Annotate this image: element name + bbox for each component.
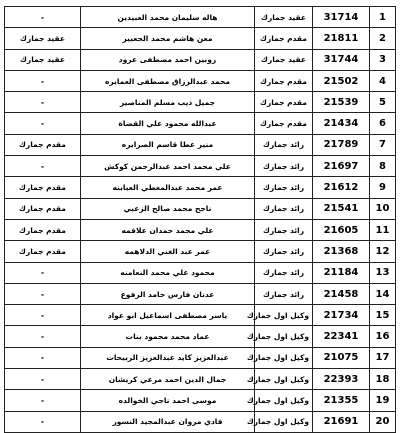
employee-name-cell: منير عطا قاسم الصرايره [81, 134, 255, 155]
row-number-cell: 19 [370, 390, 396, 411]
table-row [5, 347, 396, 368]
current-rank-cell: رائد جمارك [255, 262, 313, 283]
current-rank-cell: مقدم جمارك [255, 92, 313, 113]
table-row [5, 49, 396, 70]
employee-name-cell: علي محمد حمدان علاقمه [81, 219, 255, 240]
employee-id-cell: 21541 [313, 198, 370, 219]
employee-name-cell: عبدالله محمود علي القضاة [81, 113, 255, 134]
table-row [5, 7, 396, 28]
employee-id-cell: 21434 [313, 113, 370, 134]
current-rank-cell: مقدم جمارك [255, 113, 313, 134]
employee-name-cell: محمود علي محمد النعامنه [81, 262, 255, 283]
row-number-cell: 1 [370, 7, 396, 28]
employee-name-cell: ناجح محمد صالح الزعبي [81, 198, 255, 219]
employee-id-cell: 21368 [313, 241, 370, 262]
table-row [5, 262, 396, 283]
employee-name-cell: عماد محمد محمود بنات [81, 326, 255, 347]
employee-id-cell: 21539 [313, 92, 370, 113]
table-row [5, 92, 396, 113]
current-rank-cell: عقيد جمارك [255, 49, 313, 70]
row-number-cell: 15 [370, 305, 396, 326]
personnel-table [4, 6, 396, 433]
new-rank-cell: - [5, 305, 81, 326]
table-row [5, 411, 396, 432]
row-number-cell: 2 [370, 28, 396, 49]
current-rank-cell: رائد جمارك [255, 134, 313, 155]
employee-id-cell: 21075 [313, 347, 370, 368]
table-row [5, 156, 396, 177]
row-number-cell: 12 [370, 241, 396, 262]
row-number-cell: 16 [370, 326, 396, 347]
employee-id-cell: 31744 [313, 49, 370, 70]
current-rank-cell: مقدم جمارك [255, 28, 313, 49]
row-number-cell: 17 [370, 347, 396, 368]
employee-name-cell: علي محمد احمد عبدالرحمن كوكش [81, 156, 255, 177]
row-number-cell: 7 [370, 134, 396, 155]
employee-name-cell: جميل ذيب مسلم المناصير [81, 92, 255, 113]
current-rank-cell: رائد جمارك [255, 198, 313, 219]
table-row [5, 305, 396, 326]
employee-id-cell: 21355 [313, 390, 370, 411]
employee-name-cell: موسى احمد ناجي الخوالده [81, 390, 255, 411]
employee-id-cell: 21697 [313, 156, 370, 177]
employee-name-cell: معن هاشم محمد الجعبير [81, 28, 255, 49]
current-rank-cell: عقيد جمارك [255, 7, 313, 28]
row-number-cell: 6 [370, 113, 396, 134]
table-row [5, 134, 396, 155]
table-row [5, 219, 396, 240]
row-number-cell: 4 [370, 70, 396, 91]
row-number-cell: 3 [370, 49, 396, 70]
table-row [5, 177, 396, 198]
new-rank-cell: - [5, 390, 81, 411]
table-row [5, 70, 396, 91]
new-rank-cell: مقدم جمارك [5, 177, 81, 198]
table-row [5, 283, 396, 304]
row-number-cell: 18 [370, 369, 396, 390]
table-row [5, 390, 396, 411]
table-row [5, 241, 396, 262]
new-rank-cell: - [5, 283, 81, 304]
personnel-table-body [5, 7, 396, 433]
table-row [5, 369, 396, 390]
current-rank-cell: وكيل اول جمارك [255, 347, 313, 368]
table-row [5, 113, 396, 134]
new-rank-cell: - [5, 7, 81, 28]
table-row [5, 198, 396, 219]
new-rank-cell: - [5, 262, 81, 283]
current-rank-cell: رائد جمارك [255, 241, 313, 262]
current-rank-cell: رائد جمارك [255, 156, 313, 177]
new-rank-cell: مقدم جمارك [5, 219, 81, 240]
employee-name-cell: هاله سليمان محمد العبيدين [81, 7, 255, 28]
current-rank-cell: وكيل اول جمارك [255, 369, 313, 390]
new-rank-cell: - [5, 369, 81, 390]
employee-name-cell: روبين احمد مصطفى عرود [81, 49, 255, 70]
employee-id-cell: 21605 [313, 219, 370, 240]
employee-name-cell: عدنان فارس حامد الرفوع [81, 283, 255, 304]
current-rank-cell: وكيل اول جمارك [255, 305, 313, 326]
employee-id-cell: 22393 [313, 369, 370, 390]
employee-name-cell: جمال الدين احمد مرعي كريشان [81, 369, 255, 390]
table-row [5, 326, 396, 347]
current-rank-cell: رائد جمارك [255, 283, 313, 304]
row-number-cell: 13 [370, 262, 396, 283]
row-number-cell: 5 [370, 92, 396, 113]
employee-id-cell: 21789 [313, 134, 370, 155]
employee-id-cell: 21734 [313, 305, 370, 326]
new-rank-cell: - [5, 70, 81, 91]
new-rank-cell: - [5, 156, 81, 177]
employee-id-cell: 21811 [313, 28, 370, 49]
employee-id-cell: 31714 [313, 7, 370, 28]
new-rank-cell: - [5, 411, 81, 432]
row-number-cell: 14 [370, 283, 396, 304]
new-rank-cell: - [5, 113, 81, 134]
new-rank-cell: مقدم جمارك [5, 241, 81, 262]
row-number-cell: 8 [370, 156, 396, 177]
row-number-cell: 20 [370, 411, 396, 432]
current-rank-cell: رائد جمارك [255, 219, 313, 240]
employee-name-cell: عبدالعزيز كايد عبدالعزيز الربيحات [81, 347, 255, 368]
row-number-cell: 11 [370, 219, 396, 240]
employee-id-cell: 21691 [313, 411, 370, 432]
row-number-cell: 9 [370, 177, 396, 198]
current-rank-cell: رائد جمارك [255, 177, 313, 198]
employee-id-cell: 22341 [313, 326, 370, 347]
employee-name-cell: فادي مروان عبدالمجيد النسور [81, 411, 255, 432]
new-rank-cell: عقيد جمارك [5, 28, 81, 49]
employee-id-cell: 21458 [313, 283, 370, 304]
employee-name-cell: محمد عبدالرزاق مصطفى العمايره [81, 70, 255, 91]
employee-name-cell: عمر محمد عبدالمعطي العبابنه [81, 177, 255, 198]
new-rank-cell: مقدم جمارك [5, 134, 81, 155]
current-rank-cell: وكيل اول جمارك [255, 390, 313, 411]
new-rank-cell: عقيد جمارك [5, 49, 81, 70]
new-rank-cell: مقدم جمارك [5, 198, 81, 219]
row-number-cell: 10 [370, 198, 396, 219]
new-rank-cell: - [5, 92, 81, 113]
new-rank-cell: - [5, 347, 81, 368]
current-rank-cell: وكيل اول جمارك [255, 326, 313, 347]
current-rank-cell: وكيل اول جمارك [255, 411, 313, 432]
employee-name-cell: ياسر مصطفى اسماعيل ابو عواد [81, 305, 255, 326]
table-row [5, 28, 396, 49]
current-rank-cell: مقدم جمارك [255, 70, 313, 91]
new-rank-cell: - [5, 326, 81, 347]
employee-id-cell: 21184 [313, 262, 370, 283]
employee-id-cell: 21502 [313, 70, 370, 91]
employee-id-cell: 21612 [313, 177, 370, 198]
employee-name-cell: عمر عبد الغني الدلاهمه [81, 241, 255, 262]
